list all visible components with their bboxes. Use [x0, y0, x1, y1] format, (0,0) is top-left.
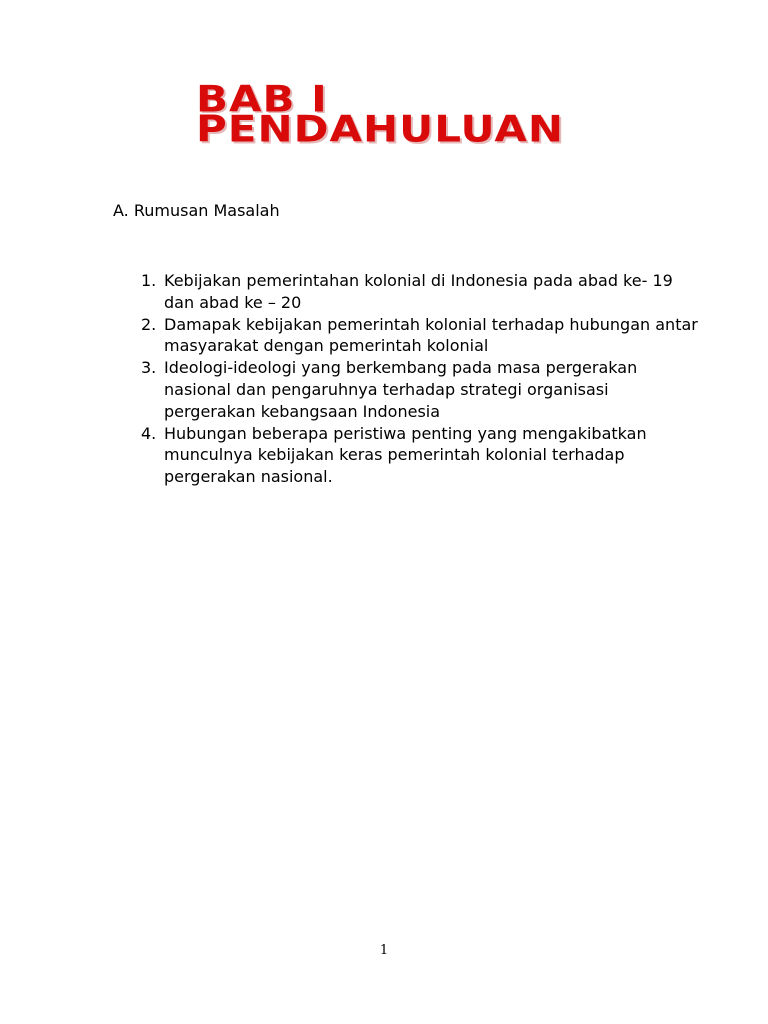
chapter-title-line-2: PENDAHULUAN	[196, 108, 564, 151]
list-item-text: Kebijakan pemerintahan kolonial di Indonesia pada abad ke- 19 dan abad ke – 20	[164, 271, 673, 312]
list-item	[141, 270, 701, 314]
list-item-text: Damapak kebijakan pemerintah kolonial terhadap hubungan antar masyarakat dengan pemerintah kolonial	[164, 314, 698, 356]
list-item-number: 2.	[141, 314, 157, 334]
list-item-number: 3.	[141, 358, 157, 378]
chapter-title	[196, 77, 564, 151]
list-item-number: 4.	[141, 423, 157, 443]
page-number: 1	[379, 943, 389, 958]
list-item	[141, 314, 701, 358]
list-item-text: Ideologi-ideologi yang berkembang pada masa pergerakan nasional dan pengaruhnya terhadap strategi organisasi pergerakan kebangsaan Indonesia	[164, 358, 638, 421]
list-item	[141, 423, 701, 488]
section-heading: A. Rumusan Masalah	[113, 201, 280, 220]
list-item	[141, 357, 701, 422]
list-item-number: 1.	[141, 271, 157, 290]
problem-list	[141, 270, 701, 488]
list-item-text: Hubungan beberapa peristiwa penting yang mengakibatkan munculnya kebijakan keras pemerintah kolonial terhadap pergerakan nasional.	[164, 423, 647, 487]
chapter-title-line-1: BAB I	[196, 77, 328, 121]
